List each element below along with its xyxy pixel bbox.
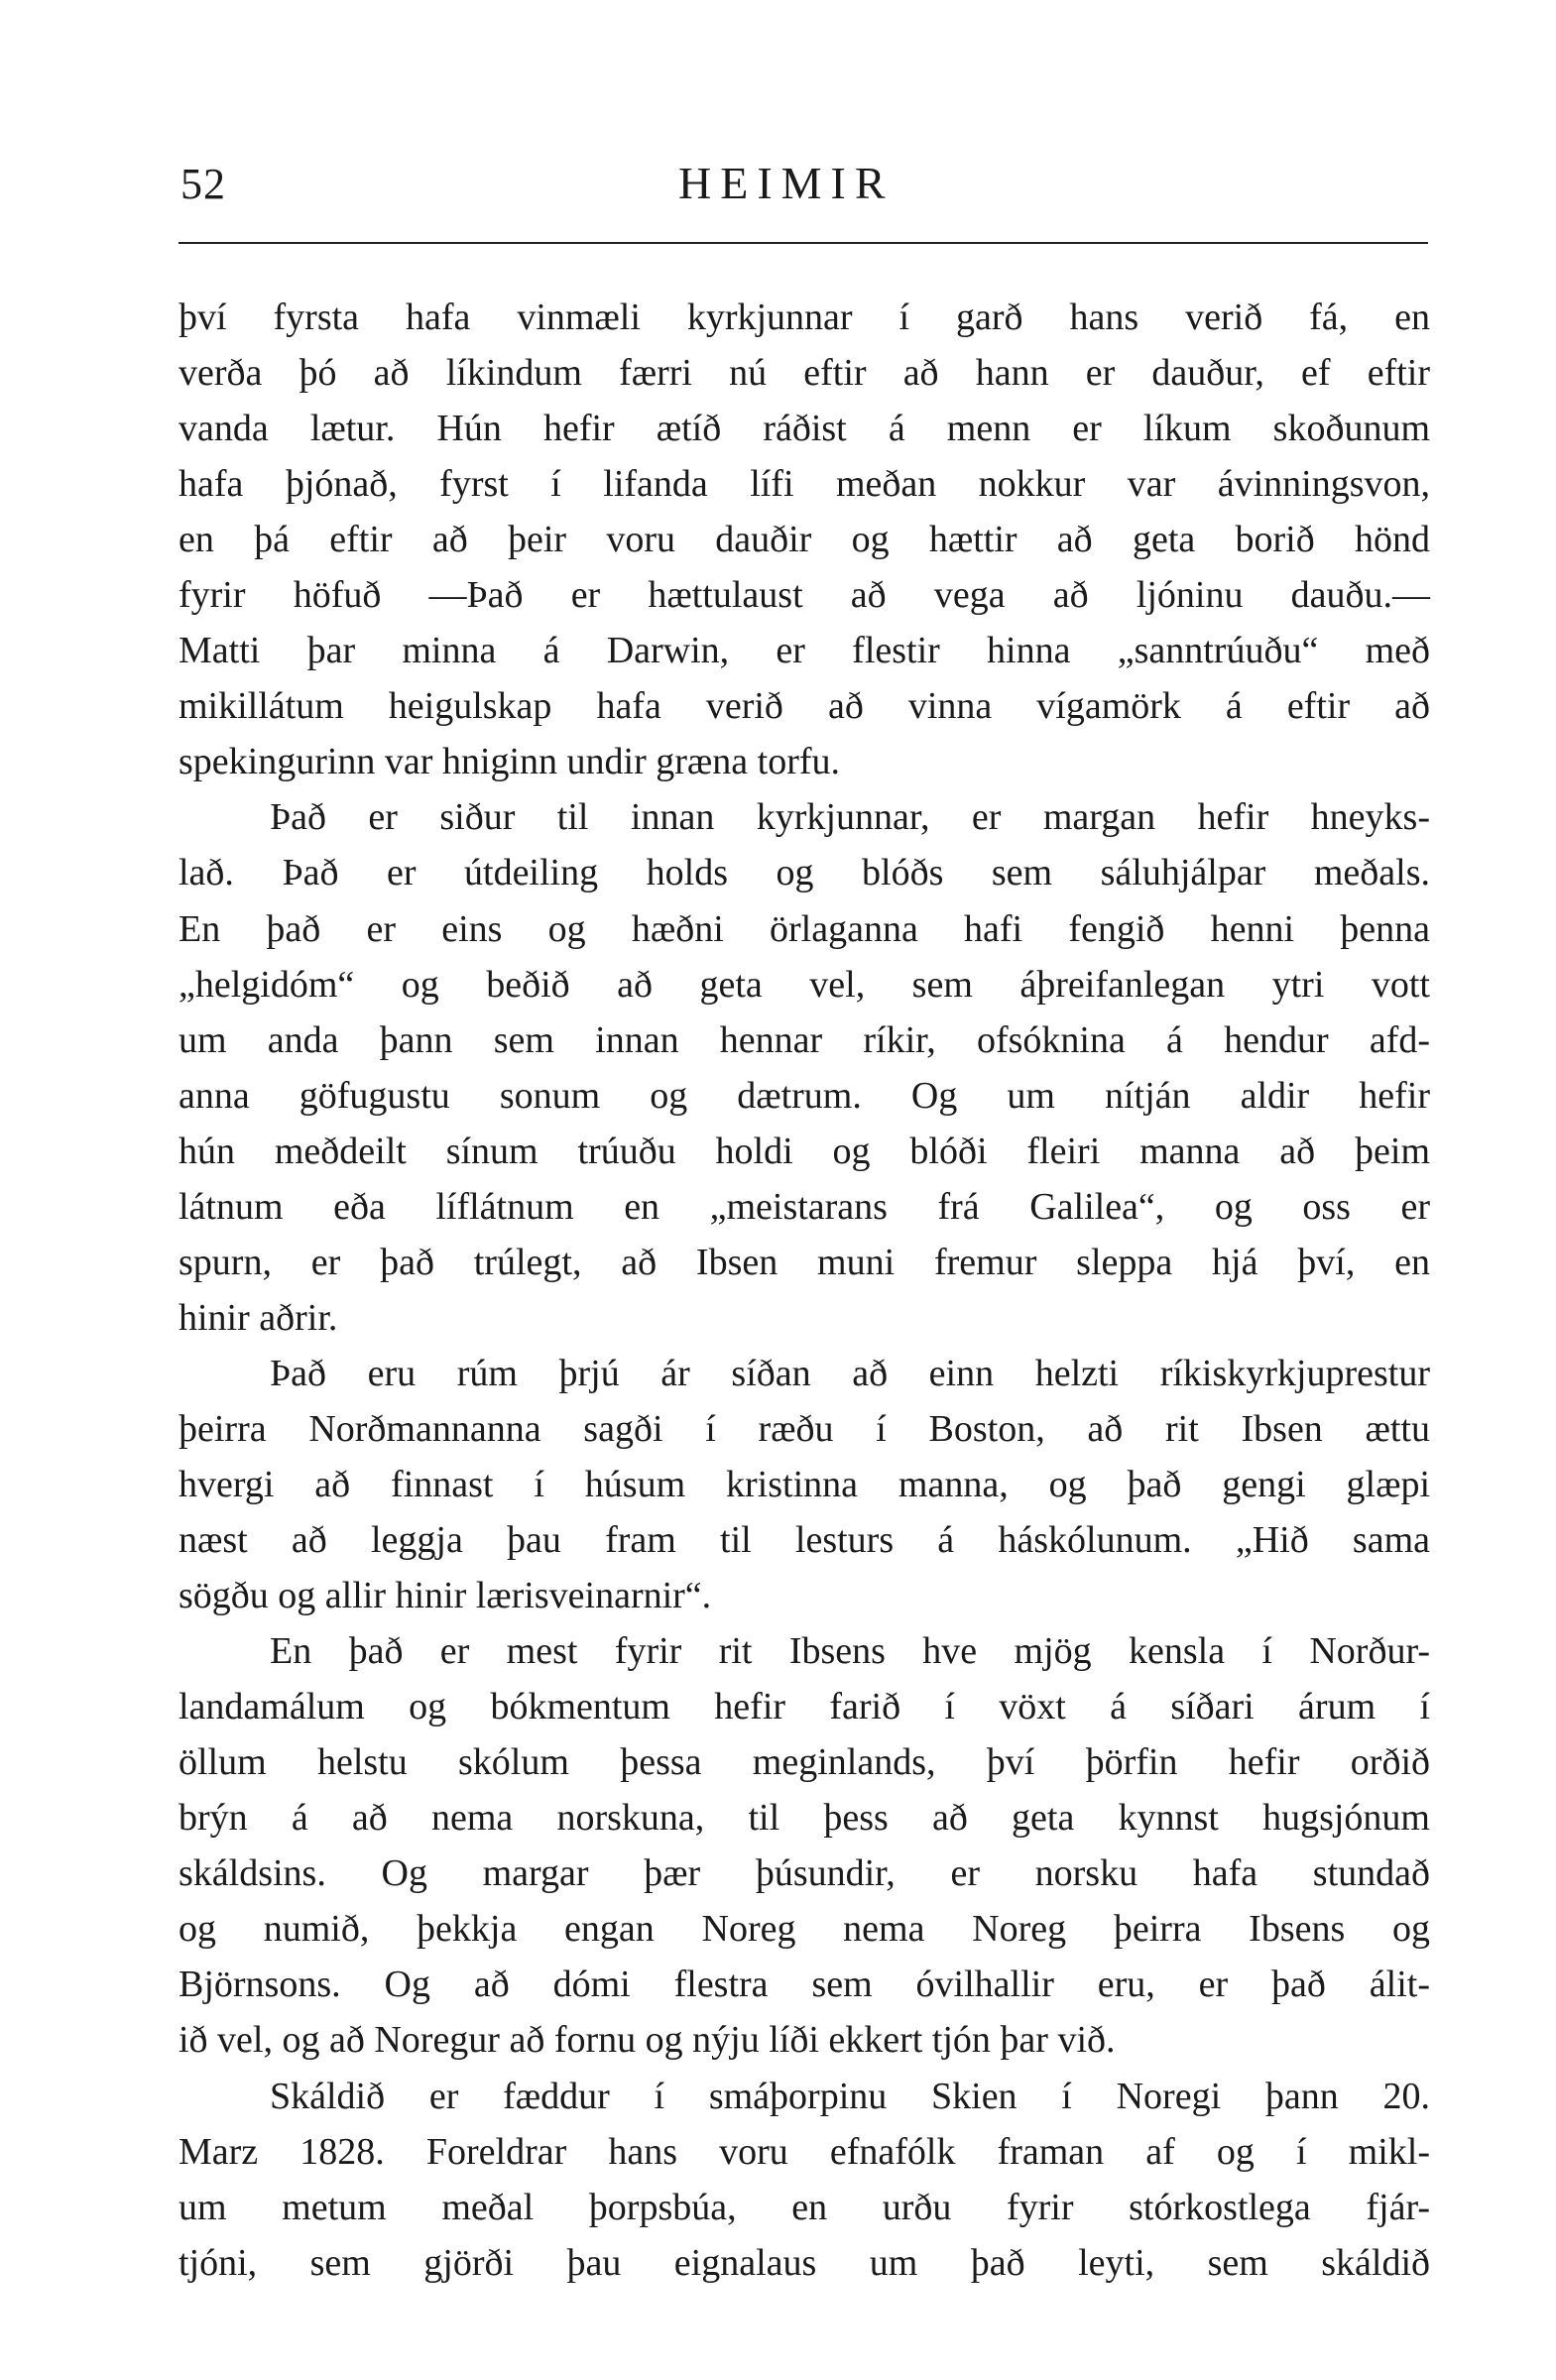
text-line: Það eru rúm þrjú ár síðan að einn helzti ríkiskyrkjuprestur bbox=[270, 1352, 1430, 1394]
text-line: Skáldið er fæddur í smáþorpinu Skien í Noregi þann 20. bbox=[270, 2075, 1430, 2117]
text-line: brýn á að nema norskuna, til þess að geta kynnst hugsjónum bbox=[179, 1797, 1430, 1840]
text-line: mikillátum heigulskap hafa verið að vinna vígamörk á eftir að bbox=[179, 685, 1430, 728]
paragraph bbox=[179, 1346, 1430, 1623]
text-line: hún meðdeilt sínum trúuðu holdi og blóði fleiri manna að þeim bbox=[179, 1130, 1430, 1172]
text-line: því fyrsta hafa vinmæli kyrkjunnar í garð hans verið fá, en bbox=[179, 297, 1430, 338]
text-line: En það er mest fyrir rit Ibsens hve mjög kensla í Norður- bbox=[270, 1630, 1430, 1673]
text-line: og numið, þekkja engan Noreg nema Noreg þeirra Ibsens og bbox=[179, 1908, 1430, 1951]
text-line: Björnsons. Og að dómi flestra sem óvilhallir eru, er það álit- bbox=[179, 1964, 1430, 2006]
text-line: skáldsins. Og margar þær þúsundir, er norsku hafa stundað bbox=[179, 1852, 1430, 1895]
text-line: spekingurinn var hniginn undir græna torfu. bbox=[179, 741, 841, 783]
text-line: En það er eins og hæðni örlaganna hafi fengið henni þenna bbox=[179, 907, 1430, 950]
text-line: Það er siður til innan kyrkjunnar, er margan hefir hneyks- bbox=[270, 796, 1430, 839]
text-line: næst að leggja þau fram til lesturs á háskólunum. „Hið sama bbox=[179, 1519, 1430, 1562]
paragraph bbox=[179, 789, 1430, 1345]
text-line: spurn, er það trúlegt, að Ibsen muni fremur sleppa hjá því, en bbox=[179, 1241, 1430, 1283]
text-line: fyrir höfuð —Það er hættulaust að vega að ljóninu dauðu.— bbox=[179, 574, 1430, 617]
text-line: „helgidóm“ og beðið að geta vel, sem áþreifanlegan ytri vott bbox=[179, 963, 1430, 1006]
page-number: 52 bbox=[180, 160, 226, 208]
text-line: sögðu og allir hinir lærisveinarnir“. bbox=[179, 1575, 712, 1617]
text-line: Marz 1828. Foreldrar hans voru efnafólk framan af og í mikl- bbox=[179, 2130, 1430, 2173]
text-line: ið vel, og að Noregur að fornu og nýju líði ekkert tjón þar við. bbox=[179, 2019, 1116, 2062]
text-line: en þá eftir að þeir voru dauðir og hættir að geta borið hönd bbox=[179, 519, 1430, 561]
paragraph bbox=[179, 1623, 1430, 2068]
text-line: látnum eða líflátnum en „meistarans frá Galilea“, og oss er bbox=[179, 1185, 1430, 1228]
header-rule bbox=[179, 242, 1428, 244]
paragraph bbox=[179, 290, 1430, 789]
text-line: um anda þann sem innan hennar ríkir, ofsóknina á hendur afd- bbox=[179, 1018, 1430, 1061]
text-line: vanda lætur. Hún hefir ætíð ráðist á menn er líkum skoðunum bbox=[179, 408, 1430, 450]
text-line: Matti þar minna á Darwin, er flestir hinna „sanntrúuðu“ með bbox=[179, 630, 1430, 672]
text-line: verða þó að líkindum færri nú eftir að hann er dauður, ef eftir bbox=[179, 352, 1430, 395]
text-line: hafa þjónað, fyrst í lifanda lífi meðan nokkur var ávinningsvon, bbox=[179, 463, 1430, 506]
text-line: hinir aðrir. bbox=[179, 1296, 338, 1339]
text-line: landamálum og bókmentum hefir farið í vöxt á síðari árum í bbox=[179, 1686, 1430, 1728]
paragraph bbox=[179, 2069, 1430, 2291]
text-line: lað. Það er útdeiling holds og blóðs sem sáluhjálpar meðals. bbox=[179, 852, 1430, 894]
text-line: anna göfugustu sonum og dætrum. Og um nítján aldir hefir bbox=[179, 1074, 1430, 1117]
body-text bbox=[179, 290, 1430, 2291]
text-line: þeirra Norðmannanna sagði í ræðu í Boston, að rit Ibsen ættu bbox=[179, 1407, 1430, 1450]
text-line: öllum helstu skólum þessa meginlands, því þörfin hefir orðið bbox=[179, 1741, 1430, 1784]
text-line: hvergi að finnast í húsum kristinna manna, og það gengi glæpi bbox=[179, 1463, 1430, 1505]
text-line: um metum meðal þorpsbúa, en urðu fyrir stórkostlega fjár- bbox=[179, 2186, 1430, 2228]
running-head: HEIMIR bbox=[678, 158, 895, 208]
text-line: tjóni, sem gjörði þau eignalaus um það leyti, sem skáldið bbox=[179, 2241, 1430, 2284]
